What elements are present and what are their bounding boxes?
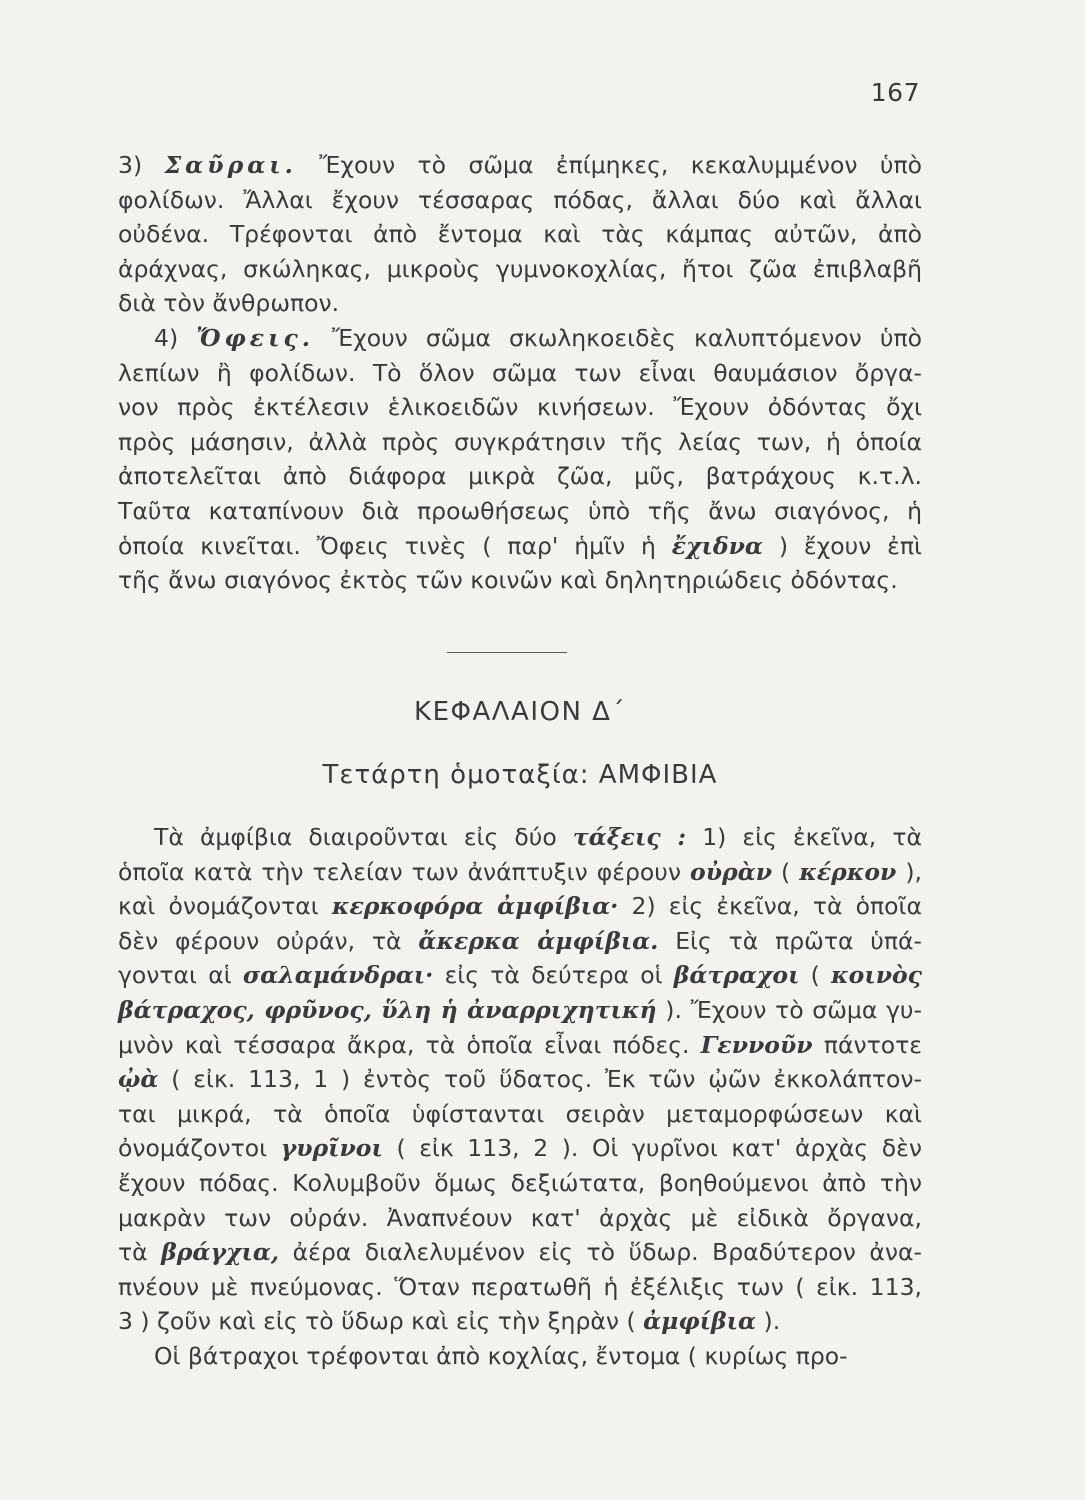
text-run: ὁποῖα κατὰ τὴν τελείαν των ἀνάπτυξιν φέρουν <box>118 857 691 886</box>
text-run: τὰ <box>118 1238 162 1267</box>
text-run: ), <box>896 857 922 886</box>
section-upper <box>118 148 922 598</box>
text-line <box>118 529 922 564</box>
text-line <box>118 1201 922 1236</box>
text-run: τῆς ἄνω σιαγόνος ἐκτὸς τῶν κοινῶν καὶ δηλητηριώδεις ὀδόντας. <box>118 566 898 595</box>
text-run: λεπίων ἢ φολίδων. Τὸ ὅλον σῶμα των εἶναι θαυμάσιον ὄργα- <box>118 358 922 387</box>
text-run: 3 ) ζοῦν καὶ εἰς τὸ ὕδωρ καὶ εἰς τὴν ξηρὰν ( <box>118 1307 644 1336</box>
text-run: Οἱ βάτραχοι τρέφονται ἀπὸ κοχλίας, ἔντομα ( κυρίως προ- <box>154 1341 848 1370</box>
emphasized-term: βράγχια, <box>161 1238 280 1267</box>
text-line <box>118 1304 922 1339</box>
text-line <box>118 1270 922 1305</box>
text-line <box>118 1097 922 1132</box>
text-run: πρὸς μάσησιν, ἀλλὰ πρὸς συγκράτησιν τῆς λείας των, ἡ ὁποία <box>118 427 922 456</box>
emphasized-term: γυρῖνοι <box>280 1134 383 1163</box>
text-run: ) ἔχουν ἐπὶ <box>762 531 922 560</box>
text-line <box>118 1062 922 1097</box>
text-run: διὰ τὸν ἄνθρωπον. <box>118 289 340 318</box>
text-run: πνέουν μὲ πνεύμονας. Ὅταν περατωθῆ ἡ ἐξέλιξις των ( εἰκ. 113, <box>118 1272 922 1301</box>
text-line <box>118 1339 922 1374</box>
section-lower <box>118 820 922 1374</box>
text-line <box>118 563 922 598</box>
text-run: Ἔχουν σῶμα σκωληκοειδὲς καλυπτόμενον ὑπὸ <box>313 323 923 352</box>
emphasized-term: οὐρὰν <box>690 857 773 886</box>
emphasized-term: ᾠὰ <box>118 1065 159 1094</box>
emphasized-term: Σαῦραι. <box>164 151 297 179</box>
text-run: ). <box>756 1307 781 1336</box>
text-line <box>118 889 922 924</box>
text-line <box>118 252 922 287</box>
text-line <box>118 148 922 183</box>
text-run: καὶ ὀνομάζονται <box>118 892 332 921</box>
text-run: 1) εἰς ἐκεῖνα, τὰ <box>686 823 922 851</box>
text-line <box>118 459 922 494</box>
text-run: ἀποτελεῖται ἀπὸ διάφορα μικρὰ ζῶα, μῦς, βατράχους κ.τ.λ. <box>118 462 922 491</box>
text-line <box>118 958 922 993</box>
text-run: ( <box>772 857 800 886</box>
text-run: ται μικρά, τὰ ὁποῖα ὑφίστανται σειρὰν μεταμορφώσεων καὶ <box>118 1099 922 1128</box>
emphasized-term: κέρκον <box>799 857 897 886</box>
text-run: δὲν φέρουν οὐράν, τὰ <box>118 926 419 955</box>
text-run: μνὸν καὶ τέσσαρα ἄκρα, τὰ ὁποῖα εἶναι πόδες. <box>118 1030 701 1059</box>
text-line <box>118 1166 922 1201</box>
emphasized-term: ἄκερκα ἀμφίβια. <box>418 926 659 955</box>
text-run: γονται αἱ <box>118 961 243 990</box>
emphasized-term: ἀμφίβια <box>643 1307 757 1336</box>
text-run: ἀέρα διαλελυμένον εἰς τὸ ὕδωρ. Βραδύτερον ἀνα- <box>279 1238 922 1267</box>
text-line <box>118 390 922 425</box>
emphasized-term: ἔχιδνα <box>671 531 763 560</box>
chapter-heading: ΚΕΦΑΛΑΙΟΝ Δ΄ <box>414 697 626 727</box>
text-run: ἔχουν πόδας. Κολυμβοῦν ὅμως δεξιώτατα, βοηθούμενοι ἀπὸ τὴν <box>118 1168 922 1197</box>
text-line <box>118 924 922 959</box>
chapter-subtitle: Τετάρτη ὁμοταξία: ΑΜΦΙΒΙΑ <box>322 760 718 790</box>
emphasized-term: σαλαμάνδραι· <box>242 961 434 990</box>
text-run: οὐδένα. Τρέφονται ἀπὸ ἔντομα καὶ τὰς κάμπας αὐτῶν, ἀπὸ <box>118 220 922 249</box>
text-run: ( εἰκ. 113, 1 ) ἐντὸς τοῦ ὕδατος. Ἐκ τῶν ᾠῶν ἐκκολάπτον- <box>158 1065 922 1094</box>
text-run: μακρὰν των οὐράν. Ἀναπνέουν κατ' ἀρχὰς μὲ εἰδικὰ ὄργανα, <box>118 1203 922 1232</box>
emphasized-term: τάξεις : <box>572 823 687 851</box>
text-run: ἀράχνας, σκώληκας, μικροὺς γυμνοκοχλίας, ἤτοι ζῶα ἐπιβλαβῆ <box>118 254 922 283</box>
emphasized-term: κερκοφόρα ἀμφίβια· <box>331 892 619 921</box>
emphasized-term: κοινὸς <box>831 961 922 990</box>
text-run: ). Ἔχουν τὸ σῶμα γυ- <box>656 995 922 1024</box>
text-run: νον πρὸς ἐκτέλεσιν ἑλικοειδῶν κινήσεων. Ἔχουν ὀδόντας ὄχι <box>118 393 922 422</box>
text-line <box>118 1028 922 1063</box>
text-line <box>118 494 922 529</box>
text-run: ( εἰκ 113, 2 ). Οἱ γυρῖνοι κατ' ἀρχὰς δὲν <box>382 1134 922 1163</box>
text-run: πάντοτε <box>812 1030 922 1059</box>
text-line <box>118 1235 922 1270</box>
text-run: 4) <box>154 323 197 352</box>
text-line <box>118 1131 922 1166</box>
text-line <box>118 217 922 252</box>
text-line <box>118 356 922 391</box>
text-run: φολίδων. Ἄλλαι ἔχουν τέσσαρας πόδας, ἄλλαι δύο καὶ ἄλλαι <box>118 185 922 214</box>
text-line <box>118 286 922 321</box>
section-divider <box>447 652 567 653</box>
text-line <box>118 425 922 460</box>
text-run: ὁποία κινεῖται. Ὄφεις τινὲς ( παρ' ἡμῖν ἡ <box>118 531 672 560</box>
emphasized-term: Ὄφεις. <box>196 323 314 352</box>
emphasized-term: βάτραχοι <box>673 961 800 990</box>
text-run: 3) <box>118 151 165 179</box>
text-run: Ταῦτα καταπίνουν διὰ προωθήσεως ὑπὸ τῆς ἄνω σιαγόνος, ἡ <box>118 496 922 525</box>
text-line <box>118 993 922 1028</box>
text-run: Εἰς τὰ πρῶτα ὑπά- <box>658 926 923 955</box>
emphasized-term: βάτραχος, φρῦνος, ὕλη ἡ ἀναρριχητική <box>118 995 657 1024</box>
text-line <box>118 820 922 855</box>
text-run: εἰς τὰ δεύτερα οἱ <box>433 961 674 990</box>
text-run: Τὰ ἀμφίβια διαιροῦνται εἰς δύο <box>154 823 573 851</box>
text-run: 2) εἰς ἐκεῖνα, τὰ ὁποῖα <box>618 892 922 921</box>
text-run: Ἔχουν τὸ σῶμα ἐπίμηκες, κεκαλυμμένον ὑπὸ <box>296 151 923 179</box>
text-line <box>118 855 922 890</box>
text-run: ὀνομάζοντοι <box>118 1134 281 1163</box>
page-number: 167 <box>870 78 920 107</box>
text-line <box>118 321 922 356</box>
text-line <box>118 183 922 218</box>
text-run: ( <box>799 961 832 990</box>
emphasized-term: Γεννοῦν <box>700 1030 813 1059</box>
